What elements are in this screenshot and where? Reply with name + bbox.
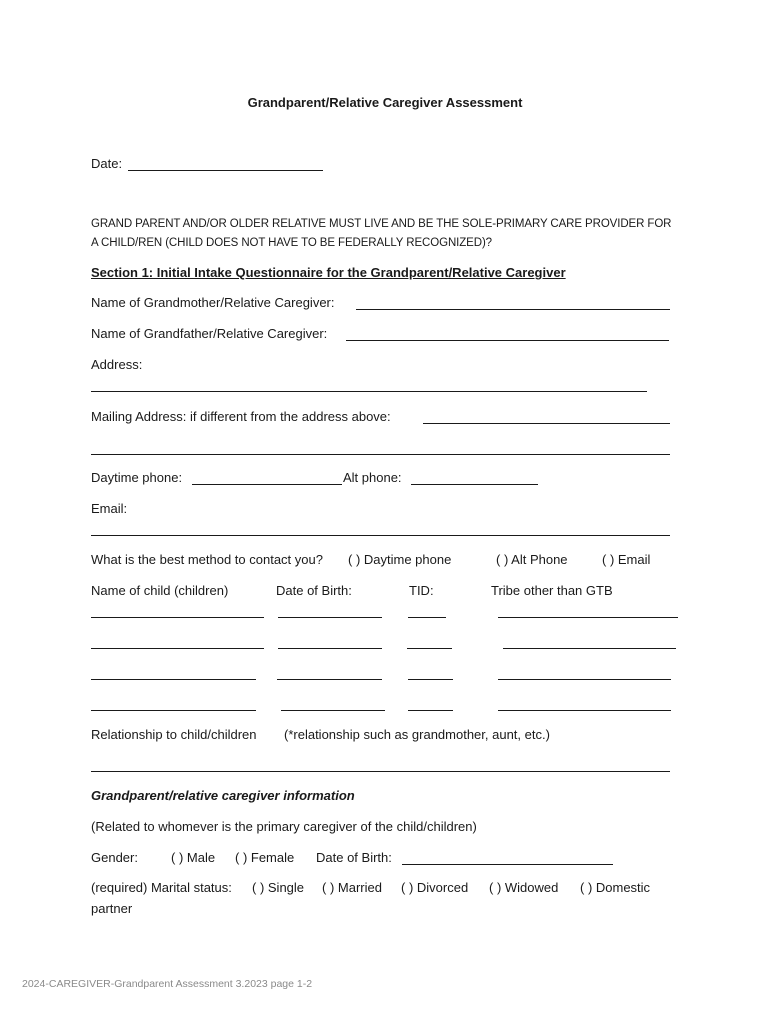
- child-tribe-field[interactable]: [498, 679, 671, 680]
- child-tid-field[interactable]: [408, 617, 446, 618]
- child-dob-field[interactable]: [278, 617, 382, 618]
- gender-option-male[interactable]: ( ) Male: [171, 850, 216, 865]
- dob-field[interactable]: [402, 864, 613, 865]
- mailing-address-field-2[interactable]: [91, 454, 670, 455]
- grandmother-field[interactable]: [356, 309, 670, 310]
- child-tid-field[interactable]: [408, 679, 453, 680]
- contact-option-email[interactable]: ( ) Email: [602, 552, 651, 567]
- daytime-phone-field[interactable]: [192, 484, 342, 485]
- requirement-line-1: GRAND PARENT AND/OR OLDER RELATIVE MUST LIVE AND BE THE SOLE-PRIMARY CARE PROVIDER FOR: [91, 218, 672, 230]
- child-tribe-field[interactable]: [503, 648, 676, 649]
- child-tid-field[interactable]: [408, 710, 453, 711]
- child-dob-header: Date of Birth:: [276, 583, 352, 598]
- marital-option-single[interactable]: ( ) Single: [252, 880, 305, 895]
- marital-option-widowed[interactable]: ( ) Widowed: [489, 880, 559, 895]
- requirement-line-2: A CHILD/REN (CHILD DOES NOT HAVE TO BE FEDERALLY RECOGNIZED)?: [91, 237, 492, 249]
- marital-status-label: (required) Marital status:: [91, 880, 232, 895]
- gender-label: Gender:: [91, 850, 138, 865]
- gender-option-female[interactable]: ( ) Female: [235, 850, 295, 865]
- child-name-field[interactable]: [91, 648, 264, 649]
- child-dob-field[interactable]: [277, 679, 382, 680]
- child-tribe-header: Tribe other than GTB: [491, 583, 613, 598]
- dob-label: Date of Birth:: [316, 850, 392, 865]
- email-field[interactable]: [91, 535, 670, 536]
- mailing-address-field[interactable]: [423, 423, 670, 424]
- alt-phone-label: Alt phone:: [343, 470, 402, 485]
- child-name-header: Name of child (children): [91, 583, 229, 598]
- caregiver-info-note: (Related to whomever is the primary caregiver of the child/children): [91, 819, 477, 834]
- marital-option-divorced[interactable]: ( ) Divorced: [401, 880, 469, 895]
- grandfather-label: Name of Grandfather/Relative Caregiver:: [91, 326, 328, 341]
- child-name-field[interactable]: [91, 679, 256, 680]
- marital-option-married[interactable]: ( ) Married: [322, 880, 382, 895]
- address-label: Address:: [91, 357, 143, 372]
- marital-option-domestic-continued: partner: [91, 901, 133, 916]
- grandmother-label: Name of Grandmother/Relative Caregiver:: [91, 295, 335, 310]
- child-dob-field[interactable]: [281, 710, 385, 711]
- child-name-field[interactable]: [91, 710, 256, 711]
- child-tid-header: TID:: [409, 583, 434, 598]
- grandfather-field[interactable]: [346, 340, 669, 341]
- page-title: Grandparent/Relative Caregiver Assessment: [247, 95, 523, 110]
- relationship-label: Relationship to child/children: [91, 727, 257, 742]
- address-field[interactable]: [91, 391, 647, 392]
- child-tid-field[interactable]: [407, 648, 452, 649]
- email-label: Email:: [91, 501, 128, 516]
- child-dob-field[interactable]: [278, 648, 382, 649]
- date-label: Date:: [91, 156, 123, 171]
- page-footer: 2024-CAREGIVER-Grandparent Assessment 3.2023 page 1-2: [22, 978, 313, 990]
- relationship-field[interactable]: [91, 771, 670, 772]
- alt-phone-field[interactable]: [411, 484, 538, 485]
- mailing-address-label: Mailing Address: if different from the address above:: [91, 409, 391, 424]
- contact-question: What is the best method to contact you?: [91, 552, 323, 567]
- child-tribe-field[interactable]: [498, 617, 678, 618]
- contact-option-daytime[interactable]: ( ) Daytime phone: [348, 552, 452, 567]
- child-name-field[interactable]: [91, 617, 264, 618]
- contact-option-alt[interactable]: ( ) Alt Phone: [496, 552, 568, 567]
- relationship-hint: (*relationship such as grandmother, aunt, etc.): [284, 727, 550, 742]
- caregiver-info-heading: Grandparent/relative caregiver information: [91, 788, 355, 803]
- date-field[interactable]: [128, 170, 323, 171]
- marital-option-domestic[interactable]: ( ) Domestic: [580, 880, 651, 895]
- daytime-phone-label: Daytime phone:: [91, 470, 183, 485]
- section1-heading: Section 1: Initial Intake Questionnaire for the Grandparent/Relative Caregiver: [91, 265, 566, 280]
- child-tribe-field[interactable]: [498, 710, 671, 711]
